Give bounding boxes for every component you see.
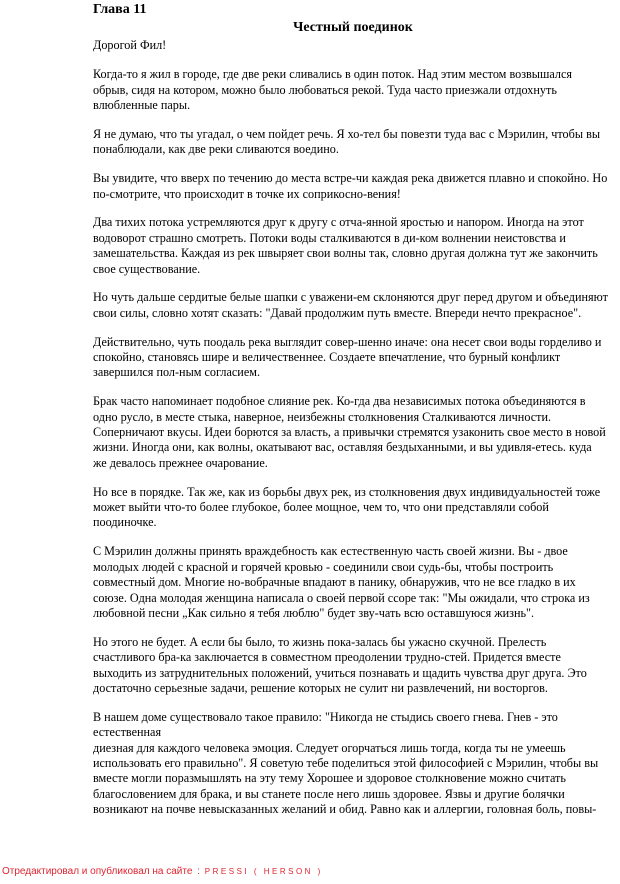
paragraph-last — [93, 710, 608, 818]
paragraph: Когда-то я жил в городе, где две реки сливались в один поток. Над этим местом возвышался обрыв, сидя на котором, можно было любоваться рекой. Туда часто приезжали отдохнуть влюбленные пары. — [93, 67, 572, 113]
chapter-heading — [93, 2, 146, 18]
page-title: Честный поединок — [293, 20, 413, 35]
letter-body — [93, 38, 608, 818]
paragraph: Но этого не будет. А если бы было, то жизнь пока-залась бы ужасно скучной. Прелесть счастливого бра-ка заключается в совместном преодолении трудно-стей. Придется вместе выходить из затруднительных положений, учиться познавать и щадить чувства друг друга. Это достаточно серьезные задачи, решение которых не сулит ни развлечений, ни восторгов. — [93, 634, 587, 695]
paragraph: Два тихих потока устремляются друг к другу с отча-янной яростью и напором. Иногда на этот водоворот страшно смотреть. Потоки воды сталкиваются в ди-ком волнении неистовства и замешательства. Каждая из рек швыряет свои волны так, словно другая должна тут же закончить свое существование. — [93, 215, 598, 276]
paragraph-last-line-2: диезная для каждого человека эмоция. Следует огорчаться лишь тогда, когда ты не умеешь использовать его правильно". Я советую тебе поделиться этой философией с Мэрилин, чтобы вы вместе могли поразмышлять на эту тему Хорошее и здоровое столкновение можно считать благословением для брака, и вы станете после него лишь здоровее. Язвы и другие болячки возникают на почве невысказанных желаний и обид. Равно как и аллергии, головная боль, повы- — [93, 740, 599, 817]
footer-site-link[interactable]: PRESSI ( HERSON ) — [204, 867, 323, 876]
paragraph-last-line-1: В нашем доме существовало такое правило: "Никогда не стыдись своего гнева. Гнев - это естественная — [93, 709, 558, 740]
chapter-label: Глава — [93, 2, 130, 17]
paragraph: Я не думаю, что ты угадал, о чем пойдет речь. Я хо-тел бы повезти туда вас с Мэрилин, чтобы вы понаблюдали, как две реки сливаются воедино. — [93, 127, 601, 157]
footer-separator: : — [197, 866, 200, 877]
chapter-number: 11 — [133, 2, 147, 17]
paragraph: Вы увидите, что вверх по течению до места встре-чи каждая река движется плавно и спокойно. Но по-смотрите, что происходит в точке их соприкосно-вения! — [93, 171, 608, 201]
footer-text: Отредактировал и опубликовал на сайте — [2, 866, 193, 877]
paragraph: Но все в порядке. Так же, как из борьбы двух рек, из столкновения двух индивидуальностей тоже может выйти что-то более глубокое, более мощное, чем то, что они представляли собой поодиночке. — [93, 484, 601, 530]
paragraph: Но чуть дальше сердитые белые шапки с уважени-ем склоняются друг перед другом и объединяют свои силы, словно хотят сказать: "Давай продолжим путь вместе. Впереди нечто прекрасное". — [93, 290, 608, 320]
paragraph: Брак часто напоминает подобное слияние рек. Ко-гда два независимых потока объединяются в одно русло, в месте стыка, наверное, неизбежны столкновения Сталкиваются личности. Соперничают вкусы. Идеи борются за власть, а привычки стремятся узаконить свое место в новой жизни. Иногда они, как волны, окатывают вас, оставляя бездыханными, и вы удивля-етесь. куда же девалось прежнее очарование. — [93, 394, 606, 470]
paragraph: С Мэрилин должны принять враждебность как естественную часть своей жизни. Вы - двое молодых людей с красной и горячей кровью - соединили свои судь-бы, чтобы построить совместный дом. Многие но-вобрачные впадают в панику, обнаружив, что не все гладко в их союзе. Одна молодая женщина написала о своей первой ссоре так: "Мы ожидали, что строка из любовной песни „Как сильно я тебя люблю" будет зву-чать всю оставшуюся жизнь". — [93, 544, 590, 620]
paragraph: Действительно, чуть поодаль река выглядит совер-шенно иначе: она несет свои воды горделиво и спокойно, становясь шире и величественнее. Создаете впечатление, что бурный конфликт завершился пол-ным согласием. — [93, 334, 602, 380]
footer-credit — [2, 866, 323, 877]
greeting: Дорогой Фил! — [93, 38, 167, 52]
